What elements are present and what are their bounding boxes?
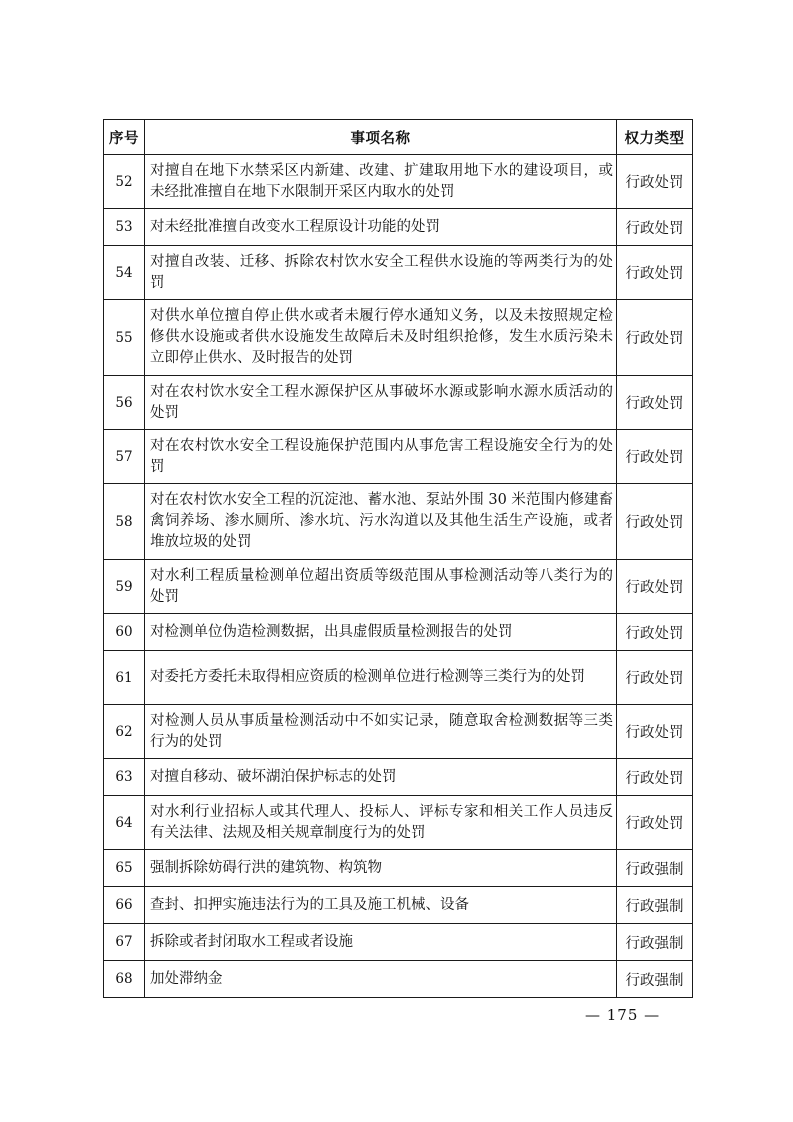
row-serial-number: 54 [104, 246, 145, 300]
row-item-name: 对在农村饮水安全工程设施保护范围内从事危害工程设施安全行为的处罚 [145, 430, 617, 484]
table-row [104, 246, 693, 300]
row-item-name: 对水利行业招标人或其代理人、投标人、评标专家和相关工作人员违反有关法律、法规及相关规章制度行为的处罚 [145, 796, 617, 850]
row-item-name: 对委托方委托未取得相应资质的检测单位进行检测等三类行为的处罚 [145, 651, 617, 705]
table-row [104, 850, 693, 887]
table-row [104, 300, 693, 376]
row-serial-number: 61 [104, 651, 145, 705]
row-power-type: 行政处罚 [617, 300, 693, 376]
table-row [104, 705, 693, 759]
row-power-type: 行政处罚 [617, 430, 693, 484]
row-power-type: 行政处罚 [617, 209, 693, 246]
row-item-name: 对供水单位擅自停止供水或者未履行停水通知义务，以及未按照规定检修供水设施或者供水设施发生故障后未及时组织抢修，发生水质污染未立即停止供水、及时报告的处罚 [145, 300, 617, 376]
row-item-name: 对在农村饮水安全工程的沉淀池、蓄水池、泵站外围 30 米范围内修建畜禽饲养场、渗水厕所、渗水坑、污水沟道以及其他生活生产设施，或者堆放垃圾的处罚 [145, 484, 617, 560]
row-item-name: 对检测人员从事质量检测活动中不如实记录，随意取舍检测数据等三类行为的处罚 [145, 705, 617, 759]
row-power-type: 行政强制 [617, 850, 693, 887]
table-row [104, 155, 693, 209]
row-serial-number: 66 [104, 887, 145, 924]
table-row [104, 614, 693, 651]
row-item-name: 对擅自在地下水禁采区内新建、改建、扩建取用地下水的建设项目，或未经批准擅自在地下水限制开采区内取水的处罚 [145, 155, 617, 209]
row-serial-number: 60 [104, 614, 145, 651]
row-item-name: 查封、扣押实施违法行为的工具及施工机械、设备 [145, 887, 617, 924]
row-power-type: 行政处罚 [617, 246, 693, 300]
row-power-type: 行政处罚 [617, 614, 693, 651]
table-row [104, 796, 693, 850]
row-serial-number: 62 [104, 705, 145, 759]
table-row [104, 961, 693, 998]
row-serial-number: 67 [104, 924, 145, 961]
row-serial-number: 56 [104, 376, 145, 430]
table-row [104, 759, 693, 796]
header-power-type: 权力类型 [617, 120, 693, 155]
row-serial-number: 63 [104, 759, 145, 796]
page-number: — 175 — [585, 1006, 661, 1024]
power-items-table [103, 119, 693, 998]
table-row [104, 651, 693, 705]
row-power-type: 行政强制 [617, 961, 693, 998]
row-serial-number: 57 [104, 430, 145, 484]
table-row [104, 376, 693, 430]
row-item-name: 拆除或者封闭取水工程或者设施 [145, 924, 617, 961]
row-item-name: 对检测单位伪造检测数据，出具虚假质量检测报告的处罚 [145, 614, 617, 651]
row-item-name: 对在农村饮水安全工程水源保护区从事破坏水源或影响水源水质活动的处罚 [145, 376, 617, 430]
row-power-type: 行政处罚 [617, 376, 693, 430]
row-power-type: 行政处罚 [617, 759, 693, 796]
row-power-type: 行政处罚 [617, 796, 693, 850]
row-item-name: 对擅自改装、迁移、拆除农村饮水安全工程供水设施的等两类行为的处罚 [145, 246, 617, 300]
row-power-type: 行政强制 [617, 924, 693, 961]
row-item-name: 对擅自移动、破坏湖泊保护标志的处罚 [145, 759, 617, 796]
table-row [104, 430, 693, 484]
row-serial-number: 64 [104, 796, 145, 850]
table-row [104, 560, 693, 614]
row-serial-number: 52 [104, 155, 145, 209]
row-serial-number: 59 [104, 560, 145, 614]
row-serial-number: 58 [104, 484, 145, 560]
table-header-row [104, 120, 693, 155]
row-item-name: 强制拆除妨碍行洪的建筑物、构筑物 [145, 850, 617, 887]
row-power-type: 行政处罚 [617, 651, 693, 705]
row-serial-number: 68 [104, 961, 145, 998]
row-power-type: 行政处罚 [617, 484, 693, 560]
row-item-name: 对未经批准擅自改变水工程原设计功能的处罚 [145, 209, 617, 246]
header-item-name: 事项名称 [145, 120, 617, 155]
row-power-type: 行政强制 [617, 887, 693, 924]
table-row [104, 209, 693, 246]
table-row [104, 484, 693, 560]
row-power-type: 行政处罚 [617, 705, 693, 759]
table-row [104, 887, 693, 924]
row-power-type: 行政处罚 [617, 560, 693, 614]
row-power-type: 行政处罚 [617, 155, 693, 209]
row-serial-number: 53 [104, 209, 145, 246]
header-serial-number: 序号 [104, 120, 145, 155]
row-item-name: 对水利工程质量检测单位超出资质等级范围从事检测活动等八类行为的处罚 [145, 560, 617, 614]
row-serial-number: 65 [104, 850, 145, 887]
row-item-name: 加处滞纳金 [145, 961, 617, 998]
table-row [104, 924, 693, 961]
row-serial-number: 55 [104, 300, 145, 376]
